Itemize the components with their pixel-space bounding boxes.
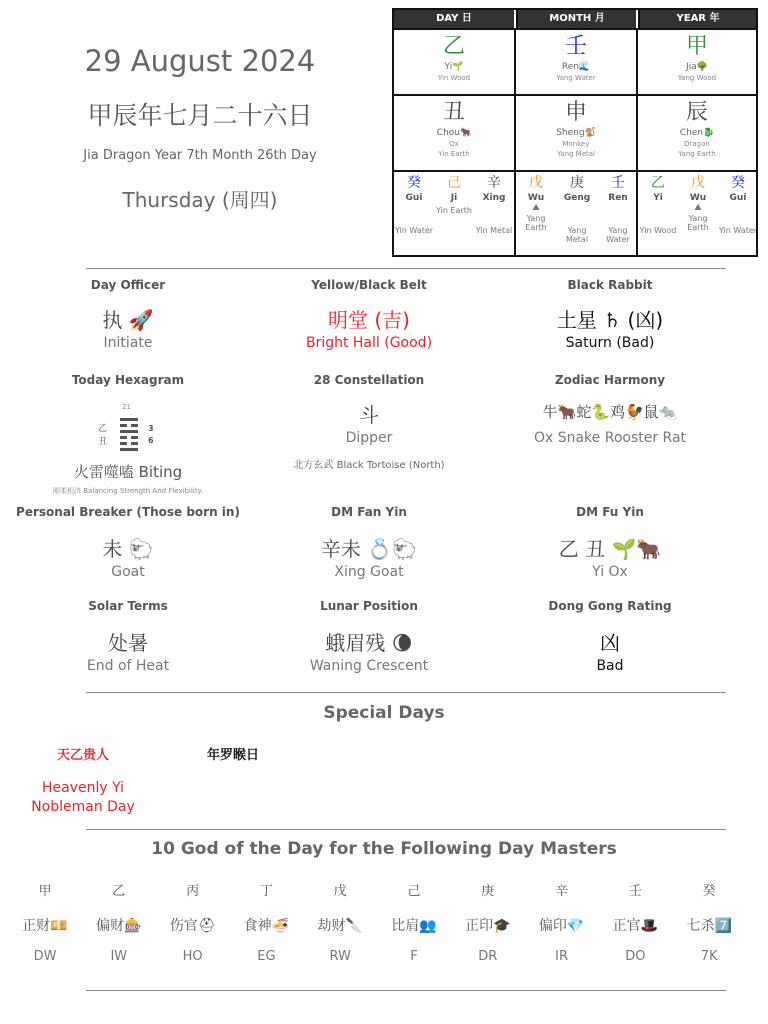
day-stem-char: 乙 <box>442 34 465 59</box>
ten-god-column <box>156 880 230 964</box>
hexagram-lower-number: 6 <box>148 436 154 445</box>
dm-fu-yin <box>485 505 735 580</box>
hidden-stem-element: Yang Metal <box>565 226 589 244</box>
hexagram-icon <box>90 403 160 453</box>
zodiac-harmony <box>485 373 735 446</box>
solar-value: 处暑 <box>108 631 148 655</box>
ten-god-name: 正官🎩 <box>612 918 659 934</box>
constellation-extra: 北方玄武 Black Tortoise (North) <box>293 460 445 471</box>
day-officer-label: Day Officer <box>90 278 166 292</box>
hidden-stem-char: 辛 <box>487 175 501 191</box>
harmony-sub: Ox Snake Rooster Rat <box>533 430 687 446</box>
year-stem-element: Yang Wood <box>677 74 717 82</box>
fan-yin-label: DM Fan Yin <box>331 505 407 519</box>
hidden-stem <box>434 174 474 215</box>
chinese-date: 甲辰年七月二十六日 <box>87 101 313 130</box>
day-stem-label: Yi🌱 <box>444 62 464 72</box>
ten-god-name: 偏财🎰 <box>96 918 142 934</box>
hidden-stem-char: 戊 <box>529 175 543 191</box>
hexagram-line <box>120 442 127 445</box>
day-branch-element: Yin Earth <box>438 150 470 158</box>
hidden-stem-char: 庚 <box>570 175 584 191</box>
hidden-stem-element: Yang Earth <box>525 214 547 232</box>
lunar-value: 蛾眉残 🌘 <box>325 631 413 655</box>
ten-god-abbr: DW <box>33 949 57 964</box>
ten-god-name: 食神🍜 <box>243 918 290 934</box>
ten-god-column <box>229 880 303 964</box>
hidden-stem <box>516 174 556 232</box>
hexagram-line <box>131 436 138 439</box>
rabbit-label: Black Rabbit <box>567 278 653 292</box>
day-branch-label: Chou🐂 <box>436 128 472 138</box>
ten-god-name: 七杀7️⃣ <box>686 918 732 934</box>
day-officer-sub: Initiate <box>103 335 153 351</box>
hidden-stem-char: 癸 <box>407 175 421 191</box>
month-branch-element: Yang Metal <box>556 150 596 158</box>
belt-value: 明堂 (吉) <box>328 308 410 332</box>
hidden-stem <box>557 174 597 244</box>
month-branch-char: 申 <box>564 100 587 125</box>
fu-yin-label: DM Fu Yin <box>576 505 644 519</box>
month-stem-cell <box>514 28 636 94</box>
solar-terms <box>3 599 253 674</box>
ten-god-column <box>598 880 672 964</box>
belt-sub: Bright Hall (Good) <box>305 335 433 351</box>
hidden-stem-pinyin: Ren <box>608 193 628 203</box>
hexagram-lower-trigram: 丑 <box>98 437 108 447</box>
year-stem-cell <box>636 28 756 94</box>
year-pillar-header: YEAR 年 <box>638 10 756 28</box>
ten-god-abbr: F <box>410 949 418 964</box>
hidden-stem-pinyin: Xing <box>482 193 506 203</box>
hidden-stem-pinyin: Geng <box>563 193 591 203</box>
hexagram-line <box>120 418 138 421</box>
hexagram-line <box>131 442 138 445</box>
hidden-stem-element: Yin Earth <box>436 206 472 215</box>
rabbit-value: 土星 ♄ (凶) <box>556 308 664 332</box>
dm-fan-yin <box>244 505 494 580</box>
divider <box>86 268 726 269</box>
breaker-sub: Goat <box>111 564 145 580</box>
day-stem-cell <box>394 28 514 94</box>
hidden-stem-char: 戊 <box>691 175 705 191</box>
year-branch-element: Yang Earth <box>678 150 716 158</box>
belt-label: Yellow/Black Belt <box>311 278 427 292</box>
hidden-stem <box>718 174 758 235</box>
hexagram-line <box>131 424 138 427</box>
day-officer-value: 执 🚀 <box>102 308 154 332</box>
mountain-icon: ⛰ <box>694 203 702 213</box>
year-hidden-stems-cell <box>636 170 756 255</box>
ten-god-stem: 己 <box>407 884 421 899</box>
month-stem-label: Ren🌊 <box>561 62 591 72</box>
hidden-stem-pinyin: Wu <box>527 193 545 203</box>
hidden-stem-element: Yin Water <box>394 226 434 235</box>
four-pillars-grid <box>392 8 758 257</box>
ten-god-abbr: EG <box>257 949 276 964</box>
ten-god-stem: 癸 <box>702 884 716 899</box>
divider <box>86 692 726 693</box>
month-pillar-header: MONTH 月 <box>516 10 636 28</box>
year-branch-animal: Dragon <box>684 140 710 148</box>
ten-god-abbr: IR <box>555 949 569 964</box>
fu-yin-sub: Yi Ox <box>592 564 628 580</box>
harmony-label: Zodiac Harmony <box>554 373 666 387</box>
day-pillar-header: DAY 日 <box>394 10 514 28</box>
rabbit-sub: Saturn (Bad) <box>565 335 655 351</box>
gregorian-date: 29 August 2024 <box>84 44 316 78</box>
year-stem-char: 甲 <box>685 34 708 59</box>
hexagram-line <box>120 436 127 439</box>
hidden-stem-element: Yang Water <box>606 226 630 244</box>
ten-god-abbr: 7K <box>700 949 718 964</box>
special-days-title: Special Days <box>323 703 445 723</box>
year-branch-label: Chen🐉 <box>679 128 715 138</box>
hexagram-name: 火雷噬嗑 Biting <box>73 463 183 481</box>
month-hidden-stems-cell <box>514 170 636 255</box>
ten-god-stem: 壬 <box>628 884 642 899</box>
hidden-stem-element: Yang Earth <box>687 214 709 232</box>
month-stem-element: Yang Water <box>556 74 596 82</box>
year-branch-cell <box>636 94 756 170</box>
hidden-stem <box>678 174 718 232</box>
ten-god-stem: 庚 <box>481 884 495 899</box>
mountain-icon: ⛰ <box>532 203 540 213</box>
hexagram-line <box>120 430 138 433</box>
hexagram-text <box>3 461 253 496</box>
hidden-stem-pinyin: Gui <box>729 193 747 203</box>
day-officer <box>3 278 253 351</box>
year-branch-char: 辰 <box>685 100 708 125</box>
hidden-stem-char: 己 <box>447 175 461 191</box>
ten-god-stem: 甲 <box>38 884 52 899</box>
special-day-cn: 年罗睺日 <box>206 748 259 763</box>
hidden-stem <box>638 174 678 235</box>
ten-god-abbr: IW <box>110 949 128 964</box>
hidden-stem-pinyin: Yi <box>653 193 663 203</box>
hidden-stem-char: 乙 <box>651 175 665 191</box>
divider <box>86 990 726 991</box>
ten-god-name: 正印🎓 <box>465 918 511 934</box>
fu-yin-value: 乙 丑 🌱🐂 <box>558 537 662 561</box>
hexagram-desc: 刚柔相济 Balancing Strength And Flexibility. <box>53 487 203 495</box>
fan-yin-sub: Xing Goat <box>334 564 404 580</box>
black-rabbit <box>485 278 735 351</box>
harmony-value: 牛🐂蛇🐍鸡🐓鼠🐀 <box>542 403 678 421</box>
month-branch-label: Sheng🐒 <box>556 128 596 138</box>
ten-god-stem: 丙 <box>186 884 200 899</box>
ten-god-abbr: RW <box>329 949 351 964</box>
hexagram-upper-trigram: 乙 <box>98 424 108 434</box>
breaker-label: Personal Breaker (Those born in) <box>16 505 240 519</box>
english-lunar-date: Jia Dragon Year 7th Month 26th Day <box>83 148 317 163</box>
ten-god-name: 偏印💎 <box>538 918 585 934</box>
yellow-black-belt <box>244 278 494 351</box>
ten-god-column <box>525 880 599 964</box>
solar-sub: End of Heat <box>86 658 170 674</box>
day-branch-cell <box>394 94 514 170</box>
dong-gong-label: Dong Gong Rating <box>548 599 672 613</box>
today-hexagram <box>3 373 253 387</box>
ten-god-stem: 辛 <box>555 884 569 899</box>
ten-god-name: 劫财🔪 <box>317 918 363 934</box>
ten-god-stem: 乙 <box>112 884 126 899</box>
special-day-cn: 天乙贵人 <box>56 748 109 763</box>
weekday: Thursday (周四) <box>122 188 278 212</box>
ten-gods-title: 10 God of the Day for the Following Day Masters <box>151 839 617 859</box>
ten-god-stem: 丁 <box>259 884 273 899</box>
day-stem-element: Yin Wood <box>437 74 471 82</box>
ten-god-column <box>82 880 156 964</box>
ten-god-column <box>672 880 746 964</box>
year-stem-label: Jia🌳 <box>686 62 708 72</box>
ten-god-name: 比肩👥 <box>391 918 437 934</box>
dong-gong-rating <box>485 599 735 674</box>
ten-god-name: 正财💴 <box>22 918 68 934</box>
dong-gong-value: 凶 <box>600 631 620 655</box>
hidden-stem-char: 壬 <box>611 175 625 191</box>
ten-god-stem: 戊 <box>333 884 347 899</box>
ten-god-abbr: DO <box>625 949 646 964</box>
hexagram-label: Today Hexagram <box>71 373 185 387</box>
hexagram-line <box>120 424 127 427</box>
dong-gong-sub: Bad <box>596 658 624 674</box>
fan-yin-value: 辛未 💍🐑 <box>320 537 418 561</box>
ten-god-column <box>377 880 451 964</box>
ten-god-column <box>451 880 525 964</box>
hidden-stem-element: Yin Wood <box>639 226 677 235</box>
ten-god-column <box>8 880 82 964</box>
month-branch-cell <box>514 94 636 170</box>
lunar-position <box>244 599 494 674</box>
ten-god-name: 伤官⛑ <box>169 918 216 934</box>
hidden-stem-pinyin: Gui <box>405 193 423 203</box>
ten-god-abbr: HO <box>182 949 203 964</box>
special-day-item <box>20 744 146 817</box>
month-stem-char: 壬 <box>564 34 587 59</box>
breaker-value: 未 🐑 <box>102 537 154 561</box>
28-constellation <box>244 373 494 471</box>
hidden-stem <box>474 174 514 235</box>
constellation-sub: Dipper <box>345 430 393 446</box>
month-branch-animal: Monkey <box>562 140 590 148</box>
special-day-en: Heavenly Yi Nobleman Day <box>31 780 135 815</box>
day-branch-char: 丑 <box>442 100 465 125</box>
special-day-item <box>170 744 296 763</box>
ten-god-abbr: DR <box>478 949 498 964</box>
hidden-stem-element: Yin Metal <box>475 226 513 235</box>
hidden-stem-pinyin: Ji <box>450 193 458 203</box>
hidden-stem-pinyin: Wu <box>689 193 707 203</box>
lunar-sub: Waning Crescent <box>309 658 429 674</box>
hidden-stem <box>598 174 638 244</box>
constellation-value: 斗 <box>359 403 379 427</box>
lunar-label: Lunar Position <box>320 599 418 613</box>
hexagram-line <box>120 448 138 451</box>
hidden-stem <box>394 174 434 235</box>
personal-breaker <box>3 505 253 580</box>
constellation-label: 28 Constellation <box>313 373 425 387</box>
ten-god-column <box>303 880 377 964</box>
day-hidden-stems-cell <box>394 170 514 255</box>
day-branch-animal: Ox <box>449 140 459 148</box>
divider <box>86 829 726 830</box>
hexagram-upper-number: 3 <box>148 424 154 433</box>
hexagram-number: 21 <box>122 403 131 411</box>
solar-label: Solar Terms <box>88 599 168 613</box>
hidden-stem-element: Yin Water <box>718 226 758 235</box>
hidden-stem-char: 癸 <box>731 175 745 191</box>
